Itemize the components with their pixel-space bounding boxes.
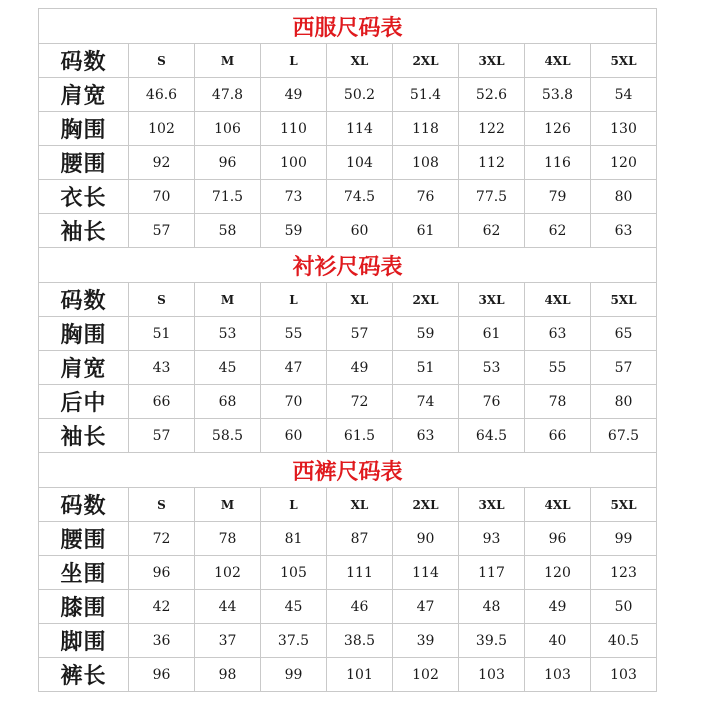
measurement-value: 61 (459, 317, 525, 351)
measurement-value: 100 (261, 146, 327, 180)
measurement-value: 49 (327, 351, 393, 385)
size-header-cell: 5XL (591, 44, 657, 78)
measurement-value: 96 (129, 658, 195, 692)
measurement-value: 99 (591, 522, 657, 556)
measurement-value: 72 (327, 385, 393, 419)
size-header-label: 码数 (39, 44, 129, 78)
measurement-value: 81 (261, 522, 327, 556)
measurement-value: 37 (195, 624, 261, 658)
measurement-value: 102 (129, 112, 195, 146)
measurement-value: 76 (459, 385, 525, 419)
measurement-value: 57 (129, 214, 195, 248)
measurement-value: 50.2 (327, 78, 393, 112)
measurement-value: 110 (261, 112, 327, 146)
table-row (39, 590, 657, 624)
size-header-cell: 4XL (525, 488, 591, 522)
size-header-cell: L (261, 488, 327, 522)
measurement-value: 39 (393, 624, 459, 658)
table-row (39, 317, 657, 351)
size-header-cell: M (195, 283, 261, 317)
measurement-value: 64.5 (459, 419, 525, 453)
measurement-value: 112 (459, 146, 525, 180)
table-row (39, 78, 657, 112)
measurement-value: 40.5 (591, 624, 657, 658)
table-row (39, 385, 657, 419)
measurement-value: 47 (261, 351, 327, 385)
measurement-value: 37.5 (261, 624, 327, 658)
size-header-label: 码数 (39, 488, 129, 522)
size-header-cell: 3XL (459, 488, 525, 522)
measurement-value: 66 (129, 385, 195, 419)
size-header-cell: 2XL (393, 488, 459, 522)
measurement-value: 87 (327, 522, 393, 556)
measurement-value: 126 (525, 112, 591, 146)
measurement-value: 48 (459, 590, 525, 624)
measurement-value: 74 (393, 385, 459, 419)
measurement-value: 40 (525, 624, 591, 658)
measurement-value: 72 (129, 522, 195, 556)
measurement-value: 117 (459, 556, 525, 590)
measurement-value: 47.8 (195, 78, 261, 112)
measurement-label: 衣长 (39, 180, 129, 214)
measurement-value: 108 (393, 146, 459, 180)
measurement-value: 106 (195, 112, 261, 146)
measurement-value: 120 (591, 146, 657, 180)
measurement-value: 78 (525, 385, 591, 419)
measurement-value: 57 (591, 351, 657, 385)
table-row (39, 522, 657, 556)
measurement-value: 116 (525, 146, 591, 180)
size-header-cell: XL (327, 488, 393, 522)
measurement-value: 102 (393, 658, 459, 692)
measurement-value: 51 (129, 317, 195, 351)
measurement-value: 55 (525, 351, 591, 385)
measurement-value: 74.5 (327, 180, 393, 214)
measurement-value: 120 (525, 556, 591, 590)
measurement-value: 68 (195, 385, 261, 419)
measurement-value: 55 (261, 317, 327, 351)
measurement-value: 102 (195, 556, 261, 590)
table-row (39, 180, 657, 214)
measurement-value: 90 (393, 522, 459, 556)
measurement-value: 77.5 (459, 180, 525, 214)
measurement-value: 45 (261, 590, 327, 624)
measurement-value: 62 (525, 214, 591, 248)
table-row (39, 419, 657, 453)
size-chart-sheet (38, 8, 657, 692)
measurement-label: 腰围 (39, 146, 129, 180)
measurement-value: 36 (129, 624, 195, 658)
measurement-value: 103 (459, 658, 525, 692)
measurement-label: 肩宽 (39, 351, 129, 385)
measurement-value: 49 (525, 590, 591, 624)
measurement-value: 92 (129, 146, 195, 180)
measurement-value: 38.5 (327, 624, 393, 658)
measurement-value: 123 (591, 556, 657, 590)
measurement-value: 101 (327, 658, 393, 692)
size-header-row (39, 488, 657, 522)
measurement-value: 63 (591, 214, 657, 248)
measurement-value: 73 (261, 180, 327, 214)
size-header-cell: S (129, 488, 195, 522)
table-row (39, 146, 657, 180)
size-header-cell: 5XL (591, 283, 657, 317)
measurement-value: 47 (393, 590, 459, 624)
measurement-value: 80 (591, 180, 657, 214)
measurement-value: 99 (261, 658, 327, 692)
measurement-value: 93 (459, 522, 525, 556)
size-header-cell: 3XL (459, 44, 525, 78)
measurement-value: 52.6 (459, 78, 525, 112)
measurement-label: 膝围 (39, 590, 129, 624)
measurement-value: 98 (195, 658, 261, 692)
measurement-label: 坐围 (39, 556, 129, 590)
measurement-value: 57 (327, 317, 393, 351)
measurement-value: 96 (129, 556, 195, 590)
measurement-label: 胸围 (39, 317, 129, 351)
measurement-value: 53 (459, 351, 525, 385)
measurement-value: 103 (591, 658, 657, 692)
measurement-value: 51 (393, 351, 459, 385)
size-header-cell: L (261, 283, 327, 317)
size-header-cell: XL (327, 283, 393, 317)
measurement-value: 118 (393, 112, 459, 146)
measurement-value: 79 (525, 180, 591, 214)
measurement-value: 61.5 (327, 419, 393, 453)
measurement-value: 71.5 (195, 180, 261, 214)
measurement-label: 袖长 (39, 214, 129, 248)
size-header-cell: 5XL (591, 488, 657, 522)
measurement-value: 70 (129, 180, 195, 214)
measurement-value: 50 (591, 590, 657, 624)
table-row (39, 658, 657, 692)
size-header-cell: S (129, 283, 195, 317)
table-row (39, 624, 657, 658)
size-header-cell: 2XL (393, 44, 459, 78)
measurement-label: 后中 (39, 385, 129, 419)
table-row (39, 112, 657, 146)
measurement-value: 78 (195, 522, 261, 556)
measurement-value: 53 (195, 317, 261, 351)
measurement-label: 裤长 (39, 658, 129, 692)
measurement-label: 袖长 (39, 419, 129, 453)
measurement-value: 53.8 (525, 78, 591, 112)
size-header-row (39, 283, 657, 317)
measurement-value: 46.6 (129, 78, 195, 112)
measurement-label: 肩宽 (39, 78, 129, 112)
measurement-value: 44 (195, 590, 261, 624)
size-header-cell: 4XL (525, 44, 591, 78)
measurement-label: 腰围 (39, 522, 129, 556)
size-header-cell: L (261, 44, 327, 78)
measurement-value: 104 (327, 146, 393, 180)
size-header-label: 码数 (39, 283, 129, 317)
measurement-value: 59 (393, 317, 459, 351)
measurement-value: 45 (195, 351, 261, 385)
size-header-cell: 3XL (459, 283, 525, 317)
measurement-value: 57 (129, 419, 195, 453)
measurement-value: 60 (327, 214, 393, 248)
size-header-cell: 4XL (525, 283, 591, 317)
measurement-value: 62 (459, 214, 525, 248)
measurement-value: 130 (591, 112, 657, 146)
measurement-value: 114 (327, 112, 393, 146)
measurement-label: 胸围 (39, 112, 129, 146)
size-header-row (39, 44, 657, 78)
measurement-value: 54 (591, 78, 657, 112)
measurement-value: 63 (393, 419, 459, 453)
measurement-value: 49 (261, 78, 327, 112)
measurement-value: 96 (195, 146, 261, 180)
measurement-value: 60 (261, 419, 327, 453)
size-header-cell: M (195, 488, 261, 522)
table-row (39, 556, 657, 590)
measurement-value: 105 (261, 556, 327, 590)
table-row (39, 214, 657, 248)
measurement-value: 65 (591, 317, 657, 351)
measurement-value: 61 (393, 214, 459, 248)
measurement-label: 脚围 (39, 624, 129, 658)
size-header-cell: M (195, 44, 261, 78)
section-title: 西服尺码表 (39, 9, 657, 44)
section-title: 衬衫尺码表 (39, 248, 657, 283)
measurement-value: 122 (459, 112, 525, 146)
measurement-value: 111 (327, 556, 393, 590)
measurement-value: 59 (261, 214, 327, 248)
measurement-value: 51.4 (393, 78, 459, 112)
measurement-value: 70 (261, 385, 327, 419)
measurement-value: 76 (393, 180, 459, 214)
measurement-value: 39.5 (459, 624, 525, 658)
section-title: 西裤尺码表 (39, 453, 657, 488)
measurement-value: 58 (195, 214, 261, 248)
measurement-value: 96 (525, 522, 591, 556)
size-header-cell: S (129, 44, 195, 78)
measurement-value: 67.5 (591, 419, 657, 453)
measurement-value: 58.5 (195, 419, 261, 453)
measurement-value: 43 (129, 351, 195, 385)
measurement-value: 114 (393, 556, 459, 590)
measurement-value: 103 (525, 658, 591, 692)
measurement-value: 80 (591, 385, 657, 419)
size-header-cell: 2XL (393, 283, 459, 317)
measurement-value: 42 (129, 590, 195, 624)
measurement-value: 63 (525, 317, 591, 351)
measurement-value: 46 (327, 590, 393, 624)
table-row (39, 351, 657, 385)
size-header-cell: XL (327, 44, 393, 78)
measurement-value: 66 (525, 419, 591, 453)
